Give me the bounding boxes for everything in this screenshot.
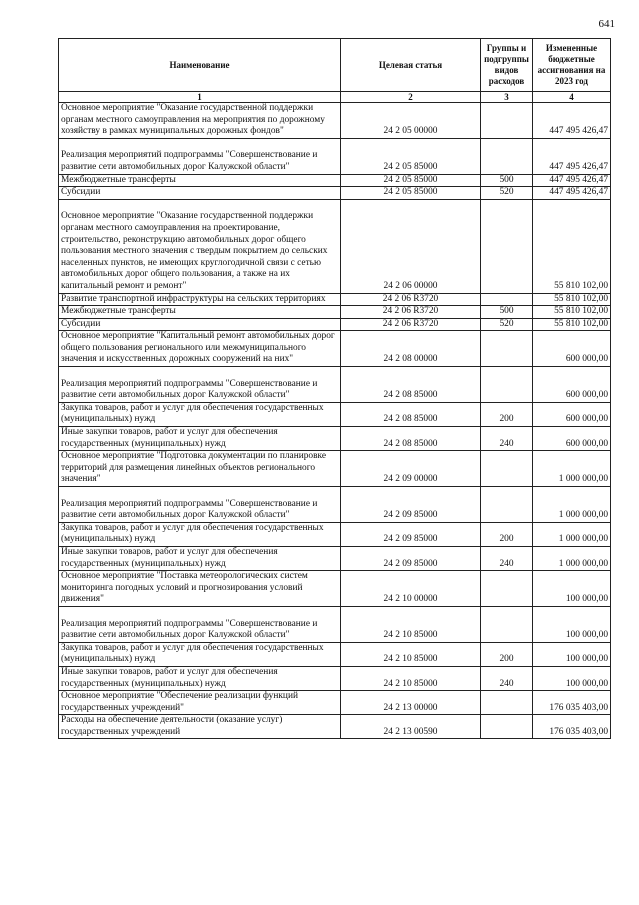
row-name: Субсидии xyxy=(59,318,341,331)
row-code: 24 2 06 R3720 xyxy=(341,318,481,331)
row-name: Основное мероприятие "Оказание государственной поддержки органам местного самоуправления на мероприятия по дорожному хозяйству в рамках муниципальных дорожных фондов" xyxy=(59,103,341,139)
table-row xyxy=(59,174,611,187)
row-name: Основное мероприятие "Подготовка документации по планировке территорий для размещения линейных объектов регионального значения" xyxy=(59,451,341,487)
table-row xyxy=(59,451,611,487)
row-group xyxy=(481,103,533,139)
page-number: 641 xyxy=(598,18,615,30)
table-body xyxy=(59,103,611,739)
table-row xyxy=(59,318,611,331)
row-code: 24 2 05 85000 xyxy=(341,174,481,187)
row-name: Развитие транспортной инфраструктуры на сельских территориях xyxy=(59,293,341,306)
row-amount: 600 000,00 xyxy=(533,427,611,451)
row-code: 24 2 13 00000 xyxy=(341,691,481,715)
row-group xyxy=(481,571,533,607)
table-row xyxy=(59,606,611,642)
column-number: 3 xyxy=(481,92,533,103)
row-code: 24 2 09 85000 xyxy=(341,522,481,546)
row-group: 520 xyxy=(481,318,533,331)
row-group: 500 xyxy=(481,174,533,187)
row-group xyxy=(481,451,533,487)
row-code: 24 2 09 85000 xyxy=(341,546,481,570)
column-number: 2 xyxy=(341,92,481,103)
row-group xyxy=(481,199,533,293)
budget-table xyxy=(58,38,611,739)
table-row xyxy=(59,522,611,546)
header-code: Целевая статья xyxy=(341,39,481,92)
row-group xyxy=(481,487,533,523)
row-code: 24 2 08 00000 xyxy=(341,331,481,367)
table-row xyxy=(59,367,611,403)
row-amount: 100 000,00 xyxy=(533,571,611,607)
row-name: Межбюджетные трансферты xyxy=(59,174,341,187)
row-amount: 447 495 426,47 xyxy=(533,187,611,200)
table-row xyxy=(59,138,611,174)
row-name: Закупка товаров, работ и услуг для обеспечения государственных (муниципальных) нужд xyxy=(59,522,341,546)
row-code: 24 2 09 85000 xyxy=(341,487,481,523)
row-code: 24 2 10 85000 xyxy=(341,606,481,642)
row-group xyxy=(481,293,533,306)
row-amount: 1 000 000,00 xyxy=(533,451,611,487)
row-group xyxy=(481,367,533,403)
row-amount: 1 000 000,00 xyxy=(533,487,611,523)
table-row xyxy=(59,331,611,367)
row-code: 24 2 09 00000 xyxy=(341,451,481,487)
column-number: 4 xyxy=(533,92,611,103)
row-amount: 1 000 000,00 xyxy=(533,546,611,570)
row-name: Реализация мероприятий подпрограммы "Совершенствование и развитие сети автомобильных дорог Калужской области" xyxy=(59,606,341,642)
row-amount: 100 000,00 xyxy=(533,606,611,642)
row-code: 24 2 10 85000 xyxy=(341,666,481,690)
table-header-row xyxy=(59,39,611,92)
row-group: 200 xyxy=(481,402,533,426)
row-amount: 55 810 102,00 xyxy=(533,318,611,331)
row-amount: 600 000,00 xyxy=(533,331,611,367)
table-row xyxy=(59,427,611,451)
header-group: Группы и подгруппы видов расходов xyxy=(481,39,533,92)
table-row xyxy=(59,487,611,523)
row-code: 24 2 06 R3720 xyxy=(341,293,481,306)
row-name: Реализация мероприятий подпрограммы "Совершенствование и развитие сети автомобильных дорог Калужской области" xyxy=(59,487,341,523)
table-row xyxy=(59,642,611,666)
column-number: 1 xyxy=(59,92,341,103)
row-name: Реализация мероприятий подпрограммы "Совершенствование и развитие сети автомобильных дорог Калужской области" xyxy=(59,138,341,174)
row-amount: 55 810 102,00 xyxy=(533,293,611,306)
row-name: Субсидии xyxy=(59,187,341,200)
row-group xyxy=(481,138,533,174)
row-group xyxy=(481,715,533,739)
row-amount: 1 000 000,00 xyxy=(533,522,611,546)
row-group xyxy=(481,606,533,642)
row-code: 24 2 06 R3720 xyxy=(341,306,481,319)
table-row xyxy=(59,103,611,139)
row-name: Реализация мероприятий подпрограммы "Совершенствование и развитие сети автомобильных дорог Калужской области" xyxy=(59,367,341,403)
row-group: 240 xyxy=(481,546,533,570)
row-name: Основное мероприятие "Поставка метеорологических систем мониторинга погодных условий и прогнозирования условий движения" xyxy=(59,571,341,607)
table-row xyxy=(59,293,611,306)
row-group: 200 xyxy=(481,642,533,666)
row-amount: 600 000,00 xyxy=(533,367,611,403)
table-row xyxy=(59,199,611,293)
table-row xyxy=(59,691,611,715)
row-group: 200 xyxy=(481,522,533,546)
header-amount: Измененные бюджетные ассигнования на 2023 год xyxy=(533,39,611,92)
row-name: Иные закупки товаров, работ и услуг для обеспечения государственных (муниципальных) нужд xyxy=(59,427,341,451)
column-number-row xyxy=(59,92,611,103)
row-group: 500 xyxy=(481,306,533,319)
row-group: 240 xyxy=(481,427,533,451)
row-group: 240 xyxy=(481,666,533,690)
row-group xyxy=(481,691,533,715)
header-name: Наименование xyxy=(59,39,341,92)
row-name: Основное мероприятие "Капитальный ремонт автомобильных дорог общего пользования регионального или межмуниципального значения и искусственных дорожных сооружений на них" xyxy=(59,331,341,367)
row-amount: 600 000,00 xyxy=(533,402,611,426)
row-name: Иные закупки товаров, работ и услуг для обеспечения государственных (муниципальных) нужд xyxy=(59,546,341,570)
row-amount: 55 810 102,00 xyxy=(533,306,611,319)
row-amount: 55 810 102,00 xyxy=(533,199,611,293)
row-amount: 176 035 403,00 xyxy=(533,715,611,739)
table-row xyxy=(59,306,611,319)
row-name: Расходы на обеспечение деятельности (оказание услуг) государственных учреждений xyxy=(59,715,341,739)
row-code: 24 2 10 85000 xyxy=(341,642,481,666)
row-amount: 100 000,00 xyxy=(533,642,611,666)
row-name: Иные закупки товаров, работ и услуг для обеспечения государственных (муниципальных) нужд xyxy=(59,666,341,690)
row-name: Основное мероприятие "Обеспечение реализации функций государственных учреждений" xyxy=(59,691,341,715)
row-code: 24 2 10 00000 xyxy=(341,571,481,607)
row-code: 24 2 13 00590 xyxy=(341,715,481,739)
row-amount: 447 495 426,47 xyxy=(533,174,611,187)
row-code: 24 2 08 85000 xyxy=(341,367,481,403)
row-group xyxy=(481,331,533,367)
row-code: 24 2 05 00000 xyxy=(341,103,481,139)
table-row xyxy=(59,571,611,607)
row-name: Закупка товаров, работ и услуг для обеспечения государственных (муниципальных) нужд xyxy=(59,402,341,426)
row-code: 24 2 08 85000 xyxy=(341,427,481,451)
row-name: Основное мероприятие "Оказание государственной поддержки органам местного самоуправления на проектирование, строительство, реконструкцию автомобильных дорог общего пользования местного значения с твердым покрытием до сельских населенных пунктов, не имеющих круглогодичной связи с сетью автомобильных дорог общего пользования, а также на их капитальный ремонт и ремонт" xyxy=(59,199,341,293)
row-amount: 447 495 426,47 xyxy=(533,103,611,139)
table-row xyxy=(59,715,611,739)
row-name: Закупка товаров, работ и услуг для обеспечения государственных (муниципальных) нужд xyxy=(59,642,341,666)
row-amount: 447 495 426,47 xyxy=(533,138,611,174)
row-code: 24 2 05 85000 xyxy=(341,187,481,200)
table-row xyxy=(59,666,611,690)
row-name: Межбюджетные трансферты xyxy=(59,306,341,319)
row-group: 520 xyxy=(481,187,533,200)
row-amount: 176 035 403,00 xyxy=(533,691,611,715)
row-amount: 100 000,00 xyxy=(533,666,611,690)
table-row xyxy=(59,402,611,426)
table-row xyxy=(59,187,611,200)
table-row xyxy=(59,546,611,570)
row-code: 24 2 08 85000 xyxy=(341,402,481,426)
row-code: 24 2 05 85000 xyxy=(341,138,481,174)
row-code: 24 2 06 00000 xyxy=(341,199,481,293)
